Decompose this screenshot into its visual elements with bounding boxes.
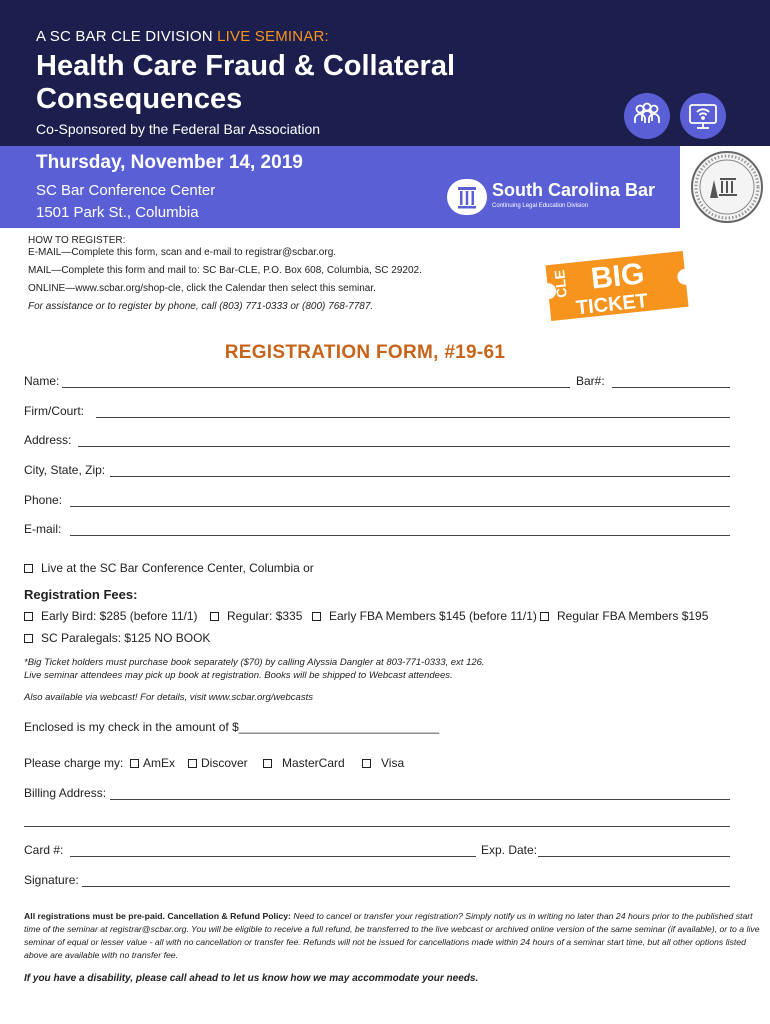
checkbox-icon (362, 759, 371, 768)
policy-text: Need to cancel or transfer your registration? Simply notify us in writing no later than 24 hours prior to the published start time of the seminar at registrar@scbar.org. You will be eligible to receive a full refund, be transferred to the live webcast or archived online version of the same seminar (if available), or to a live seminar of equal or lesser value - all with no cancellation or transfer fee. Refunds will not be issued for cancellations made within 24 hours of a seminar start time, but all other options listed above are available with no transfer fee. (24, 911, 760, 960)
column-icon (447, 179, 487, 215)
billing-address-field-2[interactable] (24, 826, 730, 827)
seminar-title: Health Care Fraud & Collateral Consequences (36, 50, 455, 115)
federal-bar-seal-icon (684, 146, 770, 228)
city-state-zip-label: City, State, Zip: (24, 463, 106, 477)
attend-live-label: Live at the SC Bar Conference Center, Columbia or (41, 561, 314, 575)
checkbox-icon (188, 759, 197, 768)
registration-fees-heading: Registration Fees: (24, 587, 138, 602)
big-ticket-badge (542, 246, 692, 326)
firm-court-field[interactable] (96, 417, 730, 418)
fee-early-fba-label: Early FBA Members $145 (before 11/1) (329, 609, 537, 623)
kicker-live: LIVE SEMINAR: (217, 28, 329, 45)
refund-policy (24, 910, 766, 962)
checkbox-icon (24, 564, 33, 573)
event-date: Thursday, November 14, 2019 (36, 152, 303, 173)
policy-bold: All registrations must be pre-paid. Cancellation & Refund Policy: (24, 911, 291, 921)
checkbox-icon (540, 612, 549, 621)
card-mastercard-label: MasterCard (282, 756, 345, 770)
billing-address-field[interactable] (110, 799, 730, 800)
name-field[interactable] (62, 387, 570, 388)
card-visa-checkbox[interactable] (362, 756, 404, 770)
exp-date-field[interactable] (538, 856, 730, 857)
checkbox-icon (312, 612, 321, 621)
firm-court-label: Firm/Court: (24, 404, 84, 418)
name-label: Name: (24, 374, 60, 388)
fee-early-fba-checkbox[interactable] (312, 609, 537, 623)
card-number-field[interactable] (70, 856, 476, 857)
howto-online: ONLINE—www.scbar.org/shop-cle, click the Calendar then select this seminar. (28, 283, 376, 294)
check-amount-label[interactable]: Enclosed is my check in the amount of $______________________________ (24, 720, 439, 734)
ticket-side-text: CLE (551, 269, 570, 299)
card-discover-checkbox[interactable] (188, 756, 248, 770)
checkbox-icon (24, 612, 33, 621)
phone-label: Phone: (24, 493, 63, 507)
signature-field[interactable] (82, 886, 730, 887)
webcast-note: Also available via webcast! For details, visit www.scbar.org/webcasts (24, 692, 313, 703)
address-label: Address: (24, 433, 72, 447)
big-ticket-note: *Big Ticket holders must purchase book separately ($70) by calling Alyssia Dangler at 803-771-0333, ext 126. (24, 657, 485, 668)
ticket-top-text: BIG (589, 257, 646, 296)
logo-subtitle: Continuing Legal Education Division (492, 203, 589, 209)
city-state-zip-field[interactable] (110, 476, 730, 477)
checkbox-icon (130, 759, 139, 768)
fee-early-bird-label: Early Bird: $285 (before 11/1) (41, 609, 198, 623)
address-field[interactable] (78, 446, 730, 447)
email-label: E-mail: (24, 522, 62, 536)
event-venue: SC Bar Conference Center (36, 182, 216, 199)
card-amex-label: AmEx (143, 756, 176, 770)
registration-form-title: REGISTRATION FORM, #19-61 (224, 342, 506, 363)
exp-date-label: Exp. Date: (481, 843, 538, 857)
card-mastercard-checkbox[interactable] (263, 756, 345, 770)
fee-regular-fba-checkbox[interactable] (540, 609, 708, 623)
bar-number-field[interactable] (612, 387, 730, 388)
fee-regular-checkbox[interactable] (210, 609, 302, 623)
fee-early-bird-checkbox[interactable] (24, 609, 198, 623)
fee-paralegal-checkbox[interactable] (24, 631, 210, 645)
signature-label: Signature: (24, 873, 79, 887)
disability-note: If you have a disability, please call ahead to let us know how we may accommodate your needs. (24, 973, 479, 984)
attend-live-checkbox[interactable] (24, 561, 314, 575)
howto-phone: For assistance or to register by phone, call (803) 771-0333 or (800) 768-7787. (28, 301, 374, 312)
email-field[interactable] (70, 535, 730, 536)
howto-mail: MAIL—Complete this form and mail to: SC Bar-CLE, P.O. Box 608, Columbia, SC 29202. (28, 265, 422, 276)
bar-number-label: Bar#: (576, 374, 605, 388)
billing-address-label: Billing Address: (24, 786, 107, 800)
event-address: 1501 Park St., Columbia (36, 204, 199, 221)
card-amex-checkbox[interactable] (130, 756, 175, 770)
howto-email: E-MAIL—Complete this form, scan and e-mail to registrar@scbar.org. (28, 247, 337, 258)
checkbox-icon (210, 612, 219, 621)
book-pickup-note: Live seminar attendees may pick up book at registration. Books will be shipped to Webcast attendees. (24, 670, 453, 681)
fee-paralegal-label: SC Paralegals: $125 NO BOOK (41, 631, 211, 645)
fee-regular-fba-label: Regular FBA Members $195 (557, 609, 709, 623)
phone-field[interactable] (70, 506, 730, 507)
cosponsor-line: Co-Sponsored by the Federal Bar Association (36, 121, 321, 137)
ticket-bottom-text: TICKET (574, 289, 650, 320)
seminar-kicker (36, 28, 329, 45)
checkbox-icon (24, 634, 33, 643)
how-to-register (28, 235, 422, 313)
logo-name: South Carolina Bar (492, 180, 656, 200)
kicker-prefix: A SC BAR CLE DIVISION (36, 28, 218, 45)
howto-heading: HOW TO REGISTER: (28, 235, 126, 246)
card-visa-label: Visa (381, 756, 405, 770)
fee-regular-label: Regular: $335 (227, 609, 303, 623)
header-banner (0, 0, 770, 146)
charge-label: Please charge my: (24, 756, 124, 770)
card-discover-label: Discover (201, 756, 248, 770)
card-number-label: Card #: (24, 843, 64, 857)
webcast-screen-icon (680, 93, 726, 139)
checkbox-icon (263, 759, 272, 768)
people-icon (624, 93, 670, 139)
